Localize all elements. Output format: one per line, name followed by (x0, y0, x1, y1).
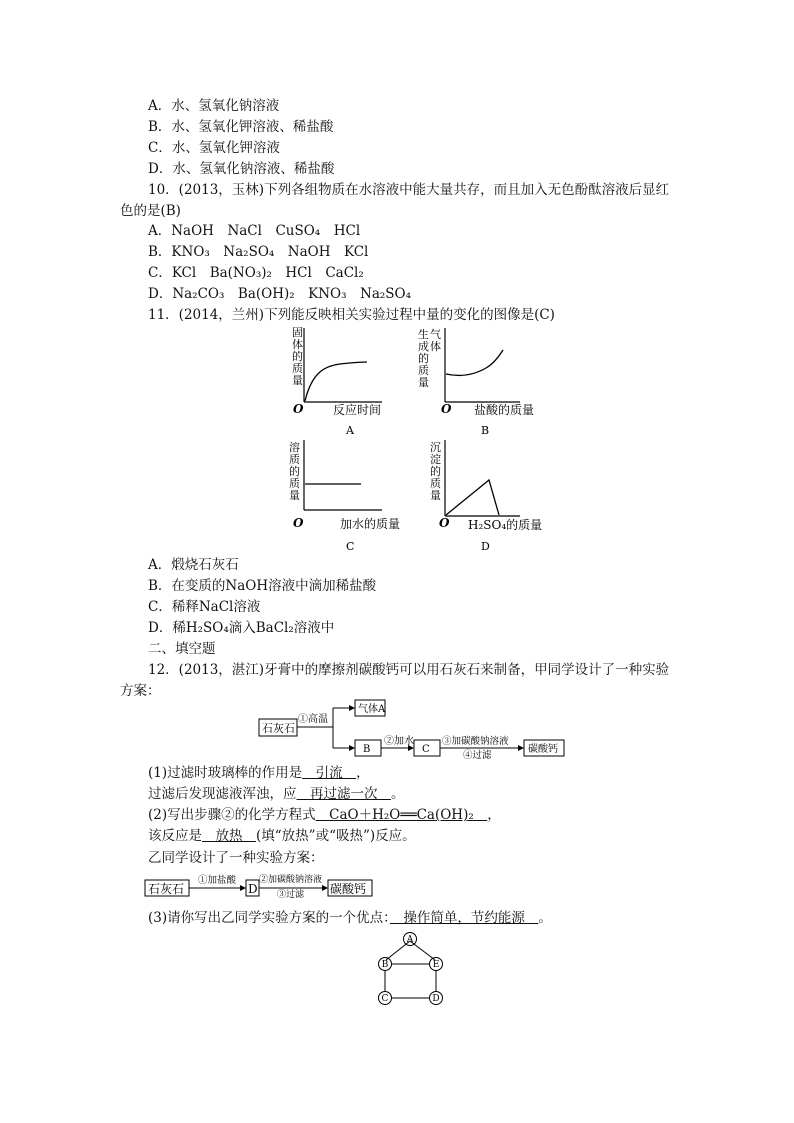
ylabel-char: 体 (430, 340, 441, 353)
section-title: 二、填空题 (148, 641, 216, 657)
q11-option-b: B．在变质的NaOH溶液中滴加稀盐酸 (148, 578, 377, 594)
ylabel-char: 的 (418, 352, 429, 365)
graph-a-caption: A (346, 424, 354, 437)
graph-a (292, 326, 382, 437)
graph-d-ylabel (430, 441, 441, 502)
ylabel-char: 溶 (289, 441, 300, 454)
flow2-end: 碳酸钙 (330, 882, 367, 896)
q11-option-c: C．稀释NaCl溶液 (148, 599, 261, 615)
ylabel-char: 固 (292, 326, 303, 339)
graph-d-origin: O (439, 516, 450, 530)
graph-c-xlabel: 加水的质量 (340, 517, 401, 531)
q12-p1b-prefix: 过滤后发现滤液浑浊，应 (148, 786, 297, 802)
q12-p2b-prefix: 该反应是 (148, 828, 202, 844)
graph-b-curve (446, 350, 503, 375)
ylabel-char: 质 (418, 364, 429, 377)
flow2-d: D (248, 882, 258, 896)
ylabel-char: 的 (292, 350, 303, 363)
ylabel-char: 体 (292, 338, 303, 351)
flow-yi (145, 873, 372, 900)
ylabel-char: 量 (292, 374, 303, 387)
q12-part2b (148, 827, 416, 845)
flow1-end: 碳酸钙 (528, 744, 558, 755)
q12-part1 (148, 764, 370, 782)
ylabel-char: 质 (289, 477, 300, 490)
graph-c-ylabel (289, 440, 300, 502)
q12-yi-intro: 乙同学设计了一种实验方案： (148, 850, 324, 866)
ylabel-char: 的 (289, 465, 300, 478)
ylabel-char: 质 (289, 453, 300, 466)
flow2-step3: ③过滤 (277, 890, 305, 900)
q12-p2-prefix: (2)写出步骤②的化学方程式 (148, 807, 316, 823)
node-e: E (432, 960, 440, 970)
graph-d-curve (446, 480, 499, 515)
ylabel-char: 量 (418, 376, 429, 389)
q12-part1b (148, 785, 405, 803)
q12-p1-suffix: ， (356, 765, 370, 781)
graph-a-curve (305, 362, 367, 401)
ylabel-char: 量 (430, 489, 441, 502)
ylabel-char: 质 (292, 362, 303, 375)
flow1-gas: 气体A (358, 704, 386, 715)
q11-stem: 11．(2014，兰州)下列能反映相关实验过程中量的变化的图像是(C) (148, 307, 555, 323)
node-d: D (432, 994, 440, 1004)
graph-c-caption: C (346, 540, 355, 553)
q12-part3 (148, 909, 552, 927)
q12-p3-suffix: 。 (538, 910, 552, 926)
ylabel-char: 量 (289, 489, 300, 502)
ylabel-char: 质 (430, 477, 441, 490)
ylabel-char: 成 (418, 340, 429, 353)
graph-c-origin: O (293, 516, 304, 530)
flow1-step1: ①高温 (298, 714, 328, 725)
q12-p3-answer: 操作简单，节约能源 (389, 910, 539, 926)
q9-option-d: D．水、氢氧化钠溶液、稀盐酸 (148, 161, 335, 177)
node-a: A (406, 935, 414, 945)
graph-c (289, 440, 400, 553)
flow1-c: C (422, 744, 430, 755)
graph-a-xlabel: 反应时间 (333, 403, 382, 417)
ylabel-char: 的 (430, 465, 441, 478)
q12-part2 (148, 806, 501, 824)
q12-p2b-suffix: (填“放热”或“吸热”)反应。 (256, 828, 416, 844)
q12-p2-suffix: ， (487, 807, 501, 823)
q9-option-b: B．水、氢氧化钾溶液、稀盐酸 (148, 119, 334, 135)
q10-option-d: D．Na₂CO₃ Ba(OH)₂ KNO₃ Na₂SO₄ (148, 286, 412, 302)
flow2-start: 石灰石 (148, 882, 185, 896)
flow2-step1: ①加盐酸 (198, 875, 237, 886)
flow1-start: 石灰石 (262, 722, 295, 735)
graph-b-caption: B (481, 424, 490, 437)
graph-b-ylabel (418, 327, 441, 389)
graph-d-caption: D (481, 540, 490, 553)
graph-d (430, 440, 542, 553)
q12-stem-line2: 方案： (120, 683, 161, 699)
q12-p3-prefix: (3)请你写出乙同学实验方案的一个优点： (148, 910, 390, 926)
graph-b-origin: O (441, 402, 452, 416)
flow2-step2: ②加碳酸钠溶液 (259, 875, 323, 885)
graph-a-ylabel (292, 326, 303, 387)
flow1-step4: ④过滤 (463, 750, 492, 761)
flow-jia (259, 700, 564, 761)
q10-stem-line1: 10．(2013，玉林)下列各组物质在水溶液中能大量共存，而且加入无色酚酞溶液后显红 (148, 182, 670, 198)
ylabel-char: 沉 (430, 441, 441, 454)
q9-option-a: A．水、氢氧化钠溶液 (148, 98, 280, 114)
graph-b (418, 327, 534, 437)
q12-p2-answer: CaO＋H₂O══Ca(OH)₂ (315, 807, 488, 823)
graph-d-xlabel: H₂SO₄的质量 (468, 518, 543, 532)
q10-option-a: A．NaOH NaCl CuSO₄ HCl (148, 223, 361, 239)
q12-p1b-suffix: 。 (391, 786, 405, 802)
q9-option-c: C．水、氢氧化钾溶液 (148, 140, 280, 156)
flow1-step2: ②加水 (384, 736, 414, 747)
q12-p1-answer: 引流 (302, 765, 357, 781)
q12-p2b-answer: 放热 (202, 828, 256, 844)
q11-option-a: A．煅烧石灰石 (148, 557, 239, 573)
q12-p1-prefix: (1)过滤时玻璃棒的作用是 (148, 765, 303, 781)
ylabel-char: 气 (430, 328, 441, 341)
q10-option-b: B．KNO₃ Na₂SO₄ NaOH KCl (148, 244, 369, 260)
q11-option-d: D．稀H₂SO₄滴入BaCl₂溶液中 (148, 620, 335, 636)
flow1-step3: ③加碳酸钠溶液 (442, 736, 509, 747)
q12-p1b-answer: 再过滤一次 (296, 786, 391, 802)
q10-stem-line2: 色的是(B) (120, 203, 181, 219)
graph-a-origin: O (293, 402, 304, 416)
q10-option-c: C．KCl Ba(NO₃)₂ HCl CaCl₂ (148, 265, 364, 281)
q12-stem-line1: 12．(2013，湛江)牙膏中的摩擦剂碳酸钙可以用石灰石来制备，甲同学设计了一种实验 (148, 662, 670, 678)
ylabel-char: 淀 (430, 453, 441, 466)
flow1-b: B (363, 744, 371, 755)
node-c: C (381, 994, 389, 1004)
node-b: B (381, 960, 389, 970)
ylabel-char: 生 (418, 328, 429, 341)
graph-b-xlabel: 盐酸的质量 (474, 403, 535, 417)
